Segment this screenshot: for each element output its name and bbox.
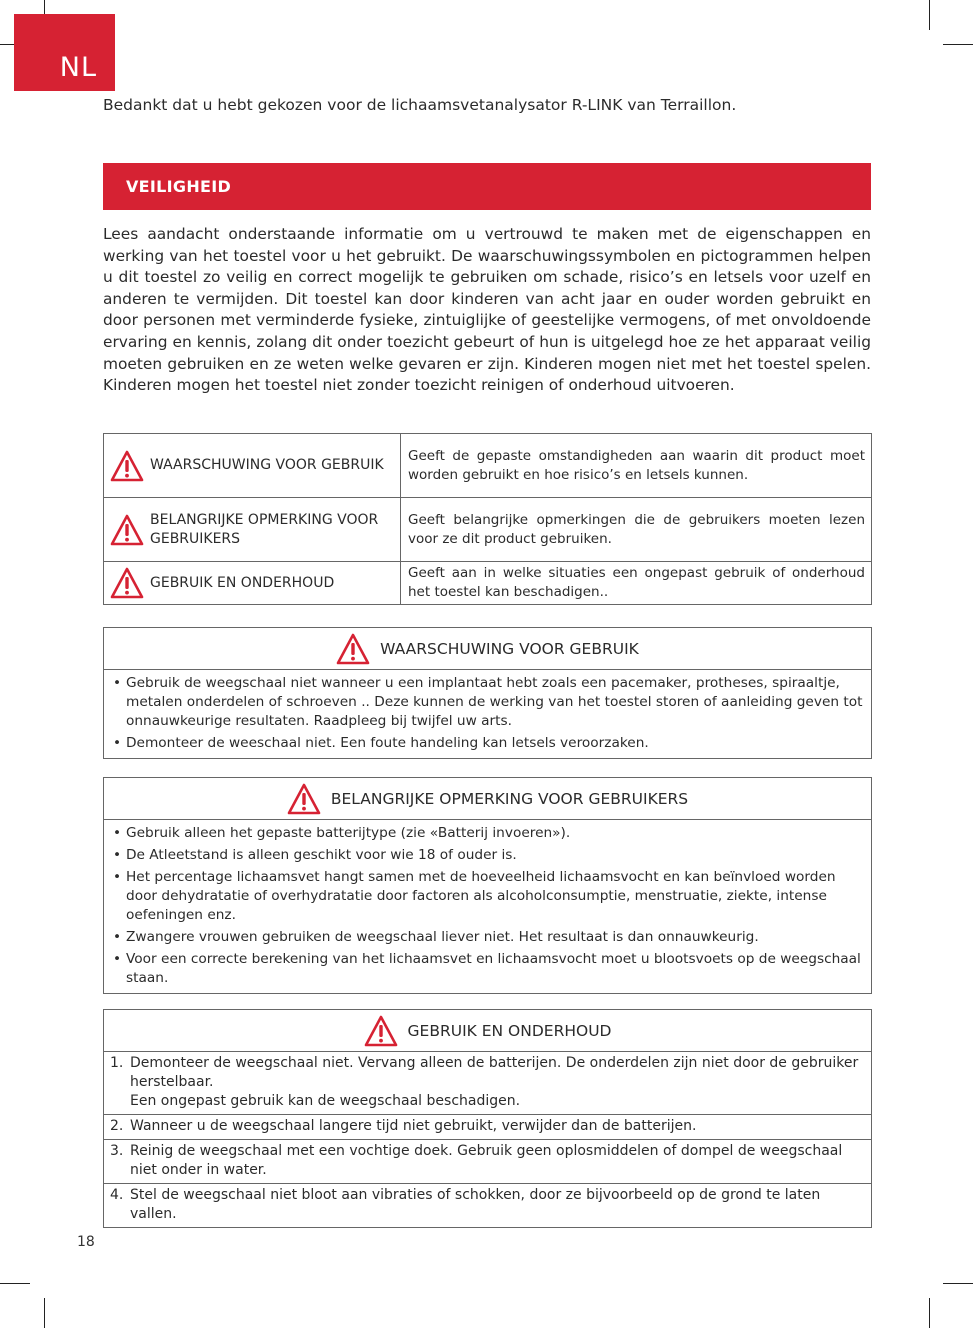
bullet-list [104,820,871,993]
legend-description: Geeft belangrijke opmerkingen die de gebruikers moeten lezen voor ze dit product gebruiken. [401,498,872,562]
step-row [104,1052,871,1115]
steps-table [104,1051,871,1227]
care-maintenance-box [103,1009,872,1228]
bullet-list [104,670,871,758]
legend-row [104,562,872,605]
legend-description: Geeft de gepaste omstandigheden aan waarin dit product moet worden gebruikt en hoe risico’s en letsels kunnen. [401,434,872,498]
legend-row [104,434,872,498]
section-title: VEILIGHEID [103,163,871,210]
step-row [104,1115,871,1140]
list-item: • De Atleetstand is alleen geschikt voor wie 18 of ouder is. [126,846,867,865]
step-row [104,1184,871,1228]
warning-triangle-icon [110,450,144,482]
crop-mark [929,1298,930,1328]
box-title: GEBRUIK EN ONDERHOUD [407,1021,612,1040]
box-title: WAARSCHUWING VOOR GEBRUIK [380,639,639,658]
step-number: 4. [104,1184,124,1228]
page-number: 18 [77,1234,95,1250]
intro-text: Bedankt dat u hebt gekozen voor de lichaamsvetanalysator R-LINK van Terraillon. [103,96,737,114]
warning-triangle-icon [110,567,144,599]
list-item: • Gebruik de weegschaal niet wanneer u een implantaat hebt zoals een pacemaker, protheses, spiraaltje, metalen onderdelen of schroeven .. Deze kunnen de werking van het toestel storen of aanleiding geven tot onnauwkeurige resultaten. Raadpleeg bij twijfel uw arts. [126,674,867,731]
step-row [104,1140,871,1184]
legend-description: Geeft aan in welke situaties een ongepast gebruik of onderhoud het toestel kan beschadigen.. [401,562,872,605]
step-text: Een ongepast gebruik kan de weegschaal beschadigen. [130,1093,521,1109]
usage-warning-box [103,627,872,759]
list-item: • Voor een correcte berekening van het lichaamsvet en lichaamsvocht moet u blootsvoets op de weegschaal staan. [126,950,867,988]
warning-triangle-icon [364,1015,398,1047]
box-header [104,778,871,820]
crop-mark [943,44,973,45]
safety-body-text: Lees aandacht onderstaande informatie om u vertrouwd te maken met de eigenschappen en werking van het toestel voor u het gebruikt. De waarschuwingssymbolen en pictogrammen helpen u dit toestel zo veilig en correct mogelijk te gebruiken om schade, risico’s en letsels voor uzelf en anderen te vermijden. Dit toestel kan door kinderen van acht jaar en ouder worden gebruikt en door personen met verminderde fysieke, zintuiglijke of geestelijke vermogens, of met onvoldoende ervaring en kennis, zolang dit onder toezicht gebeurt of hun is uitgelegd hoe ze het apparaat veilig moeten gebruiken en ze weten welke gevaren er zijn. Kinderen mogen niet met het toestel spelen. Kinderen mogen het toestel niet zonder toezicht reinigen of onderhoud uitvoeren. [103,225,871,395]
step-number: 3. [104,1140,124,1184]
list-item: • Demonteer de weeschaal niet. Een foute handeling kan letsels veroorzaken. [126,734,867,753]
list-item: • Gebruik alleen het gepaste batterijtype (zie «Batterij invoeren»). [126,824,867,843]
warning-triangle-icon [287,783,321,815]
legend-row [104,498,872,562]
language-tab: NL [14,14,115,91]
legend-label: GEBRUIK EN ONDERHOUD [150,574,335,591]
step-text: Reinig de weegschaal met een vochtige doek. Gebruik geen oplosmiddelen of dompel de weegschaal niet onder in water. [124,1140,871,1184]
list-item: • Zwangere vrouwen gebruiken de weegschaal liever niet. Het resultaat is dan onnauwkeurig. [126,928,867,947]
crop-mark [943,1283,973,1284]
warning-triangle-icon [336,633,370,665]
crop-mark [0,1283,30,1284]
step-number: 1. [104,1052,124,1115]
box-header [104,1010,871,1051]
user-notes-box [103,777,872,994]
crop-mark [44,1298,45,1328]
step-text: Wanneer u de weegschaal langere tijd niet gebruikt, verwijder dan de batterijen. [124,1115,871,1140]
step-text: Demonteer de weegschaal niet. Vervang alleen de batterijen. De onderdelen zijn niet door de gebruiker herstelbaar. [130,1055,859,1090]
step-number: 2. [104,1115,124,1140]
list-item: • Het percentage lichaamsvet hangt samen met de hoeveelheid lichaamsvocht en kan beïnvloed worden door dehydratatie of overhydratatie door factoren als alcoholconsumptie, menstruatie, ziekte, intense oefeningen enz. [126,868,867,925]
step-text: Stel de weegschaal niet bloot aan vibraties of schokken, door ze bijvoorbeeld op de grond te laten vallen. [124,1184,871,1228]
symbol-legend-table [103,433,872,605]
box-header [104,628,871,670]
legend-label: WAARSCHUWING VOOR GEBRUIK [150,457,384,473]
legend-label: BELANGRIJKE OPMERKING VOOR GEBRUIKERS [150,511,379,547]
warning-triangle-icon [110,514,144,546]
box-title: BELANGRIJKE OPMERKING VOOR GEBRUIKERS [330,789,689,808]
crop-mark [929,0,930,30]
